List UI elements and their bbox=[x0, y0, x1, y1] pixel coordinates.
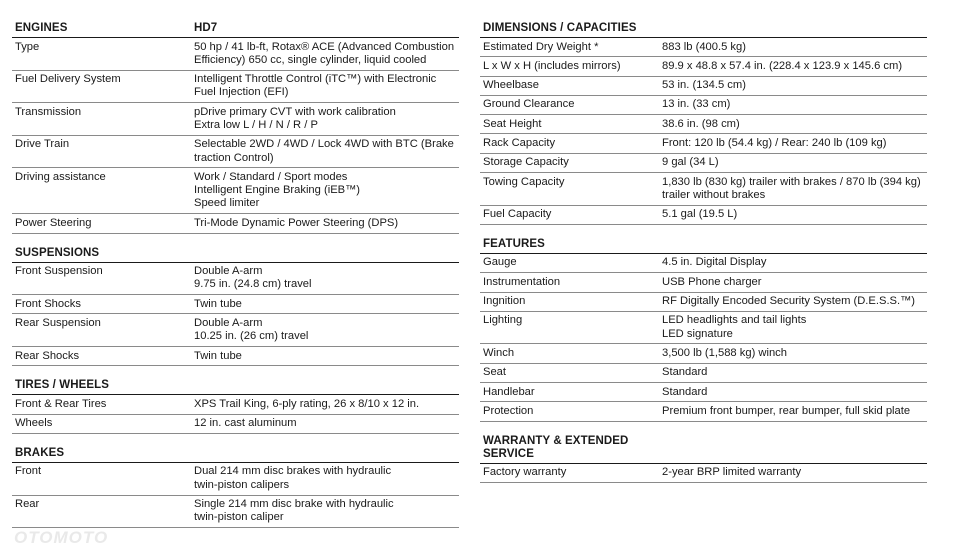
spec-label: Seat Height bbox=[483, 117, 542, 130]
spec-row bbox=[480, 293, 927, 312]
section-title: BRAKES bbox=[15, 446, 65, 459]
spec-label: Towing Capacity bbox=[483, 175, 565, 188]
spec-value: 2-year BRP limited warranty bbox=[662, 466, 802, 479]
spec-row bbox=[12, 263, 459, 296]
spec-row bbox=[480, 134, 927, 153]
spec-value: Standard bbox=[662, 385, 708, 398]
spec-row bbox=[12, 136, 459, 169]
spec-section-warranty-extended-service bbox=[480, 435, 927, 483]
spec-value: 53 in. (134.5 cm) bbox=[662, 79, 746, 92]
spec-label: Storage Capacity bbox=[483, 156, 569, 169]
spec-row bbox=[480, 402, 927, 421]
spec-label: Front Suspension bbox=[15, 265, 103, 278]
spec-row bbox=[480, 383, 927, 402]
spec-row bbox=[12, 463, 459, 496]
section-header bbox=[480, 238, 927, 254]
section-title: TIRES / WHEELS bbox=[15, 379, 110, 392]
spec-value: Front: 120 lb (54.4 kg) / Rear: 240 lb (109 kg) bbox=[662, 136, 887, 149]
spec-label: Ingnition bbox=[483, 295, 526, 308]
spec-label: Protection bbox=[483, 404, 534, 417]
section-header bbox=[480, 435, 927, 464]
section-header bbox=[12, 247, 459, 263]
spec-value: USB Phone charger bbox=[662, 275, 762, 288]
spec-value: Work / Standard / Sport modes Intelligent Engine Braking (iEB™) Speed limiter bbox=[194, 170, 361, 210]
spec-row bbox=[480, 38, 927, 57]
spec-row bbox=[480, 77, 927, 96]
spec-row bbox=[12, 71, 459, 104]
spec-row bbox=[12, 168, 459, 214]
spec-row bbox=[480, 115, 927, 134]
spec-label: Handlebar bbox=[483, 385, 535, 398]
spec-value: RF Digitally Encoded Security System (D.E.S.S.™) bbox=[662, 295, 916, 308]
section-title: WARRANTY & EXTENDED SERVICE bbox=[483, 434, 629, 460]
spec-label: Wheelbase bbox=[483, 79, 539, 92]
spec-label: Front bbox=[15, 465, 42, 478]
section-title: ENGINES bbox=[15, 22, 68, 34]
spec-label: Drive Train bbox=[15, 138, 70, 151]
spec-value: LED headlights and tail lights LED signature bbox=[662, 314, 807, 340]
spec-row bbox=[12, 214, 459, 233]
section-header bbox=[480, 22, 927, 38]
left-spec-column bbox=[12, 22, 459, 541]
section-title: SUSPENSIONS bbox=[15, 246, 100, 259]
spec-row bbox=[12, 295, 459, 314]
spec-label: Rear bbox=[15, 498, 40, 511]
spec-value: Single 214 mm disc brake with hydraulic twin-piston caliper bbox=[194, 498, 394, 524]
spec-value: 5.1 gal (19.5 L) bbox=[662, 208, 738, 221]
spec-value: 1,830 lb (830 kg) trailer with brakes / 870 lb (394 kg) trailer without brakes bbox=[662, 175, 921, 201]
spec-label: Fuel Capacity bbox=[483, 208, 552, 221]
spec-label: Front Shocks bbox=[15, 297, 81, 310]
spec-value: Premium front bumper, rear bumper, full skid plate bbox=[662, 404, 911, 417]
spec-value: 13 in. (33 cm) bbox=[662, 98, 731, 111]
spec-label: Ground Clearance bbox=[483, 98, 575, 111]
spec-label: Fuel Delivery System bbox=[15, 73, 121, 86]
spec-row bbox=[480, 364, 927, 383]
spec-row bbox=[12, 103, 459, 136]
spec-section-brakes bbox=[12, 447, 459, 528]
spec-value: 89.9 x 48.8 x 57.4 in. (228.4 x 123.9 x 145.6 cm) bbox=[662, 59, 903, 72]
spec-label: Rear Shocks bbox=[15, 349, 80, 362]
spec-value: Twin tube bbox=[194, 349, 242, 362]
spec-row bbox=[480, 154, 927, 173]
spec-label: Transmission bbox=[15, 105, 82, 118]
spec-section-suspensions bbox=[12, 247, 459, 367]
spec-value: Dual 214 mm disc brakes with hydraulic twin-piston calipers bbox=[194, 465, 392, 491]
spec-row bbox=[12, 415, 459, 434]
spec-label: Estimated Dry Weight * bbox=[483, 40, 599, 53]
section-title: FEATURES bbox=[483, 237, 545, 250]
spec-row bbox=[480, 57, 927, 76]
spec-row bbox=[12, 496, 459, 529]
spec-row bbox=[12, 314, 459, 347]
spec-value: 50 hp / 41 lb-ft, Rotax® ACE (Advanced Combustion Efficiency) 650 cc, single cylinder, liquid cooled bbox=[194, 40, 455, 66]
spec-value: Intelligent Throttle Control (iTC™) with Electronic Fuel Injection (EFI) bbox=[194, 73, 437, 99]
spec-value: 9 gal (34 L) bbox=[662, 156, 719, 169]
spec-row bbox=[480, 173, 927, 206]
spec-value: Standard bbox=[662, 366, 708, 379]
spec-label: Rack Capacity bbox=[483, 136, 556, 149]
spec-label: Front & Rear Tires bbox=[15, 397, 107, 410]
spec-label: Lighting bbox=[483, 314, 523, 327]
model-name: HD7 bbox=[194, 22, 218, 34]
spec-value: 38.6 in. (98 cm) bbox=[662, 117, 740, 130]
spec-value: XPS Trail King, 6-ply rating, 26 x 8/10 x 12 in. bbox=[194, 397, 420, 410]
spec-row bbox=[12, 395, 459, 414]
spec-section-engines bbox=[12, 22, 459, 234]
spec-row bbox=[480, 464, 927, 483]
spec-label: Power Steering bbox=[15, 216, 92, 229]
spec-label: Gauge bbox=[483, 256, 517, 269]
spec-value: Tri-Mode Dynamic Power Steering (DPS) bbox=[194, 216, 399, 229]
watermark: OTOMOTO bbox=[14, 528, 109, 547]
right-spec-column bbox=[480, 22, 927, 496]
spec-value: Selectable 2WD / 4WD / Lock 4WD with BTC (Brake traction Control) bbox=[194, 138, 454, 164]
section-header bbox=[12, 379, 459, 395]
spec-row bbox=[480, 312, 927, 345]
spec-row bbox=[480, 344, 927, 363]
spec-label: Winch bbox=[483, 346, 515, 359]
spec-label: Seat bbox=[483, 366, 507, 379]
spec-section-dimensions-capacities bbox=[480, 22, 927, 225]
spec-label: L x W x H (includes mirrors) bbox=[483, 59, 621, 72]
spec-section-features bbox=[480, 238, 927, 422]
spec-value: 883 lb (400.5 kg) bbox=[662, 40, 746, 53]
section-title: DIMENSIONS / CAPACITIES bbox=[483, 22, 637, 34]
spec-row bbox=[480, 206, 927, 225]
spec-label: Instrumentation bbox=[483, 275, 561, 288]
spec-value: pDrive primary CVT with work calibration Extra low L / H / N / R / P bbox=[194, 105, 396, 131]
spec-row bbox=[480, 254, 927, 273]
section-header bbox=[12, 447, 459, 463]
spec-value: 3,500 lb (1,588 kg) winch bbox=[662, 346, 788, 359]
spec-label: Type bbox=[15, 40, 40, 53]
spec-section-tires-wheels bbox=[12, 379, 459, 434]
spec-row bbox=[12, 347, 459, 366]
spec-value: 12 in. cast aluminum bbox=[194, 417, 297, 430]
spec-row bbox=[12, 38, 459, 71]
spec-row bbox=[480, 96, 927, 115]
spec-label: Driving assistance bbox=[15, 170, 106, 183]
spec-value: Twin tube bbox=[194, 297, 242, 310]
spec-value: 4.5 in. Digital Display bbox=[662, 256, 767, 269]
spec-value: Double A-arm 9.75 in. (24.8 cm) travel bbox=[194, 265, 312, 291]
spec-label: Rear Suspension bbox=[15, 316, 101, 329]
spec-row bbox=[480, 273, 927, 292]
spec-label: Factory warranty bbox=[483, 466, 567, 479]
spec-label: Wheels bbox=[15, 417, 53, 430]
spec-value: Double A-arm 10.25 in. (26 cm) travel bbox=[194, 316, 309, 343]
section-header bbox=[12, 22, 459, 38]
